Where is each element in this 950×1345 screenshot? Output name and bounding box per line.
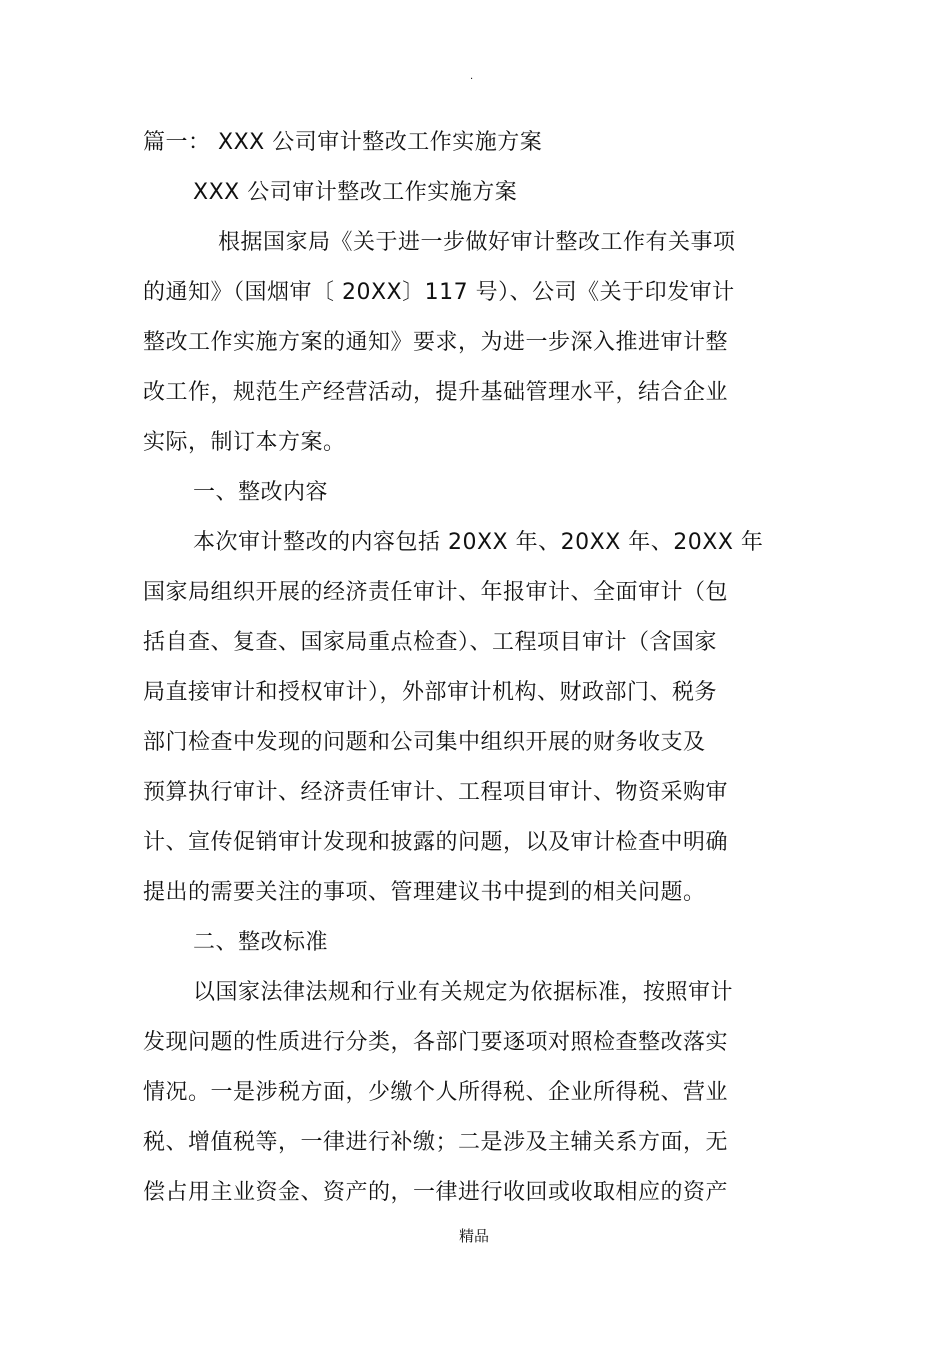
paragraph-line: 根据国家局《关于进一步做好审计整改工作有关事项 xyxy=(218,230,736,255)
paragraph-line: 发现问题的性质进行分类，各部门要逐项对照检查整改落实 xyxy=(143,1030,729,1055)
paragraph-line: 的通知》（国烟审〔 20XX〕117 号）、公司《关于印发审计 xyxy=(143,280,735,305)
paragraph-line: 部门检查中发现的问题和公司集中组织开展的财务收支及 xyxy=(143,730,706,755)
paragraph-line: 计、宣传促销审计发现和披露的问题，以及审计检查中明确 xyxy=(143,830,729,855)
chapter-title: 篇一： XXX 公司审计整改工作实施方案 xyxy=(143,130,543,155)
paragraph-line: 整改工作实施方案的通知》要求，为进一步深入推进审计整 xyxy=(143,330,729,355)
paragraph-line: 局直接审计和授权审计），外部审计机构、财政部门、税务 xyxy=(143,680,718,705)
paragraph-line: 偿占用主业资金、资产的，一律进行收回或收取相应的资产 xyxy=(143,1180,729,1205)
paragraph-line: 税、增值税等，一律进行补缴；二是涉及主辅关系方面，无 xyxy=(143,1130,729,1155)
paragraph-line: 提出的需要关注的事项、管理建议书中提到的相关问题。 xyxy=(143,880,706,905)
section-heading: 二、整改标准 xyxy=(193,930,329,955)
page-footer: 精品 xyxy=(459,1227,490,1245)
top-mark: . xyxy=(470,71,474,82)
paragraph-line: 以国家法律法规和行业有关规定为依据标准，按照审计 xyxy=(193,980,734,1005)
paragraph-line: 预算执行审计、经济责任审计、工程项目审计、物资采购审 xyxy=(143,780,729,805)
paragraph-line: 本次审计整改的内容包括 20XX 年、20XX 年、20XX 年 xyxy=(193,530,764,555)
paragraph-line: 括自查、复查、国家局重点检查）、工程项目审计（含国家 xyxy=(143,630,718,655)
paragraph-line: 情况。一是涉税方面，少缴个人所得税、企业所得税、营业 xyxy=(143,1080,729,1105)
document-title: XXX 公司审计整改工作实施方案 xyxy=(193,180,518,205)
paragraph-line: 改工作，规范生产经营活动，提升基础管理水平，结合企业 xyxy=(143,380,729,405)
section-heading: 一、整改内容 xyxy=(193,480,329,505)
paragraph-line: 实际，制订本方案。 xyxy=(143,430,346,455)
paragraph-line: 国家局组织开展的经济责任审计、年报审计、全面审计（包 xyxy=(143,580,729,605)
